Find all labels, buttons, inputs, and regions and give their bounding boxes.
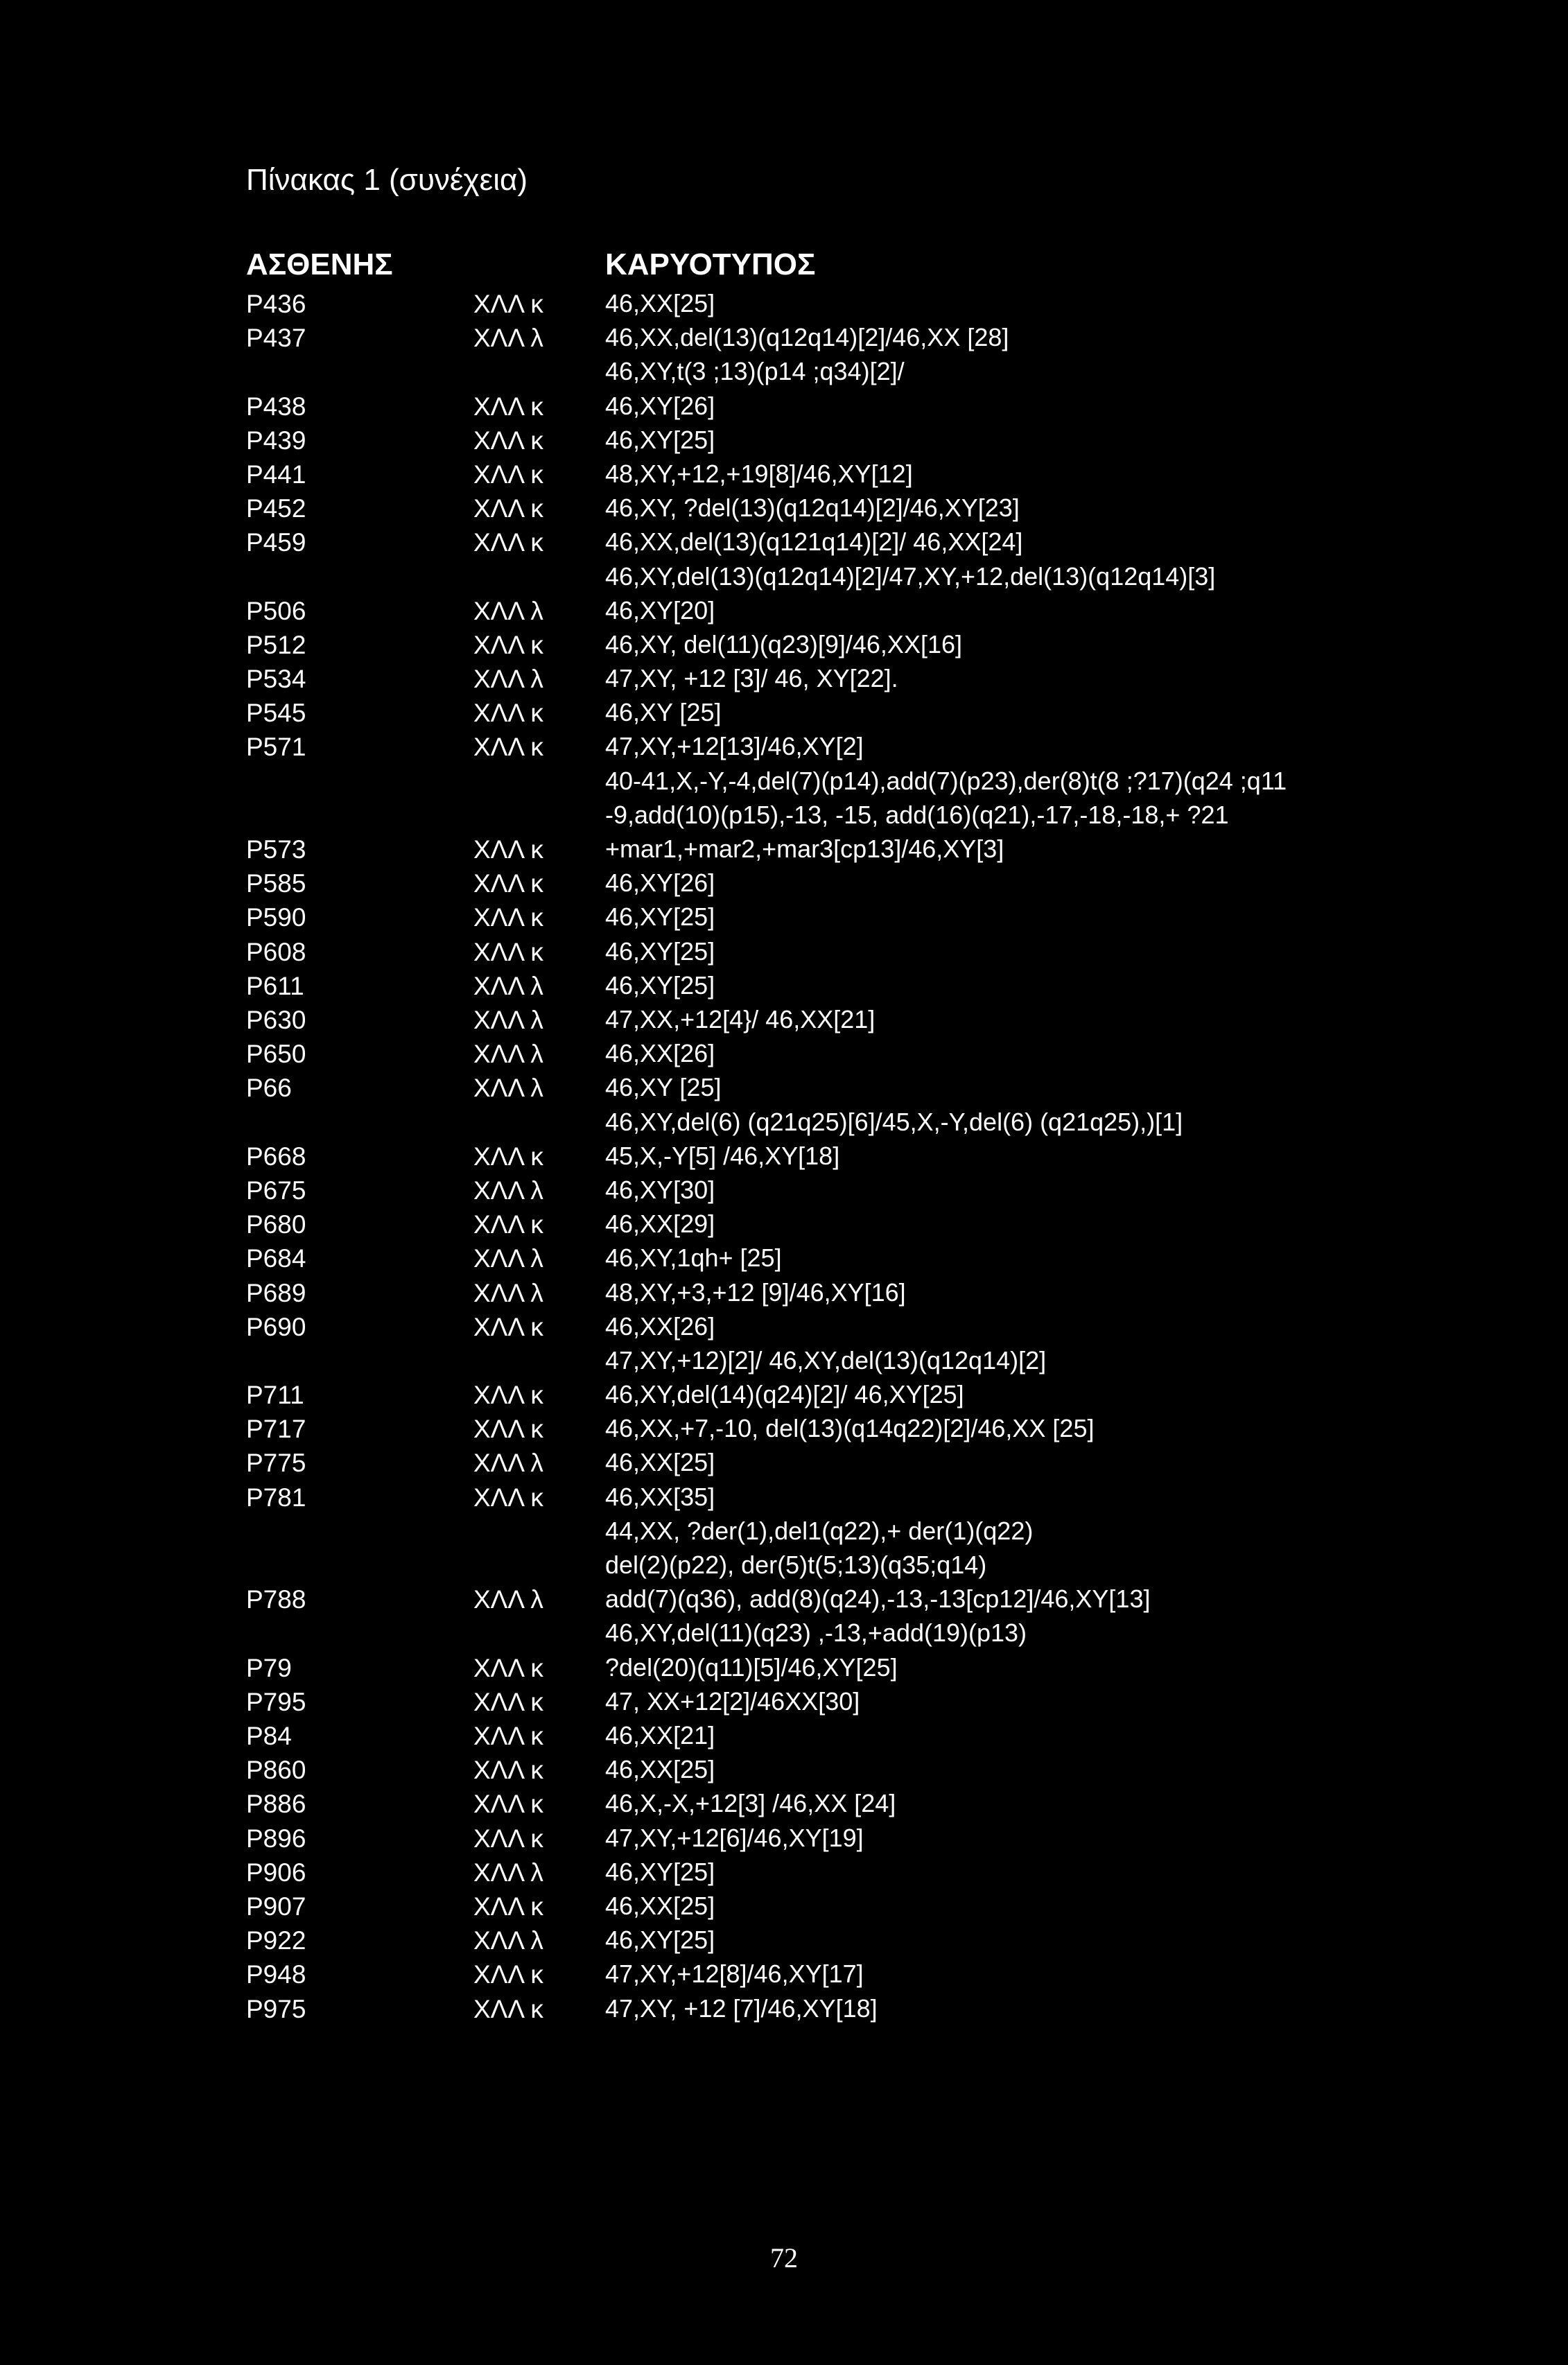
diagnosis-cell: ΧΛΛ λ (473, 1074, 543, 1103)
diagnosis-cell: ΧΛΛ κ (473, 630, 543, 659)
table-row (0, 1723, 1568, 1757)
karyotype-cell: 46,XX[25] (605, 1448, 715, 1477)
patient-id-cell: P690 (246, 1312, 306, 1341)
karyotype-cell: 46,XX[25] (605, 289, 715, 317)
table-row (0, 871, 1568, 905)
diagnosis-cell: ΧΛΛ λ (473, 596, 543, 625)
table-row (0, 1345, 1568, 1416)
karyotype-cell: 46,XY,1qh+ [25] (605, 1243, 782, 1273)
karyotype-cell: 47,XY,+12[13]/46,XY[2] (605, 732, 864, 761)
karyotype-cell: 47,XX,+12[4}/ 46,XX[21] (605, 1005, 876, 1033)
patient-id-cell: P886 (246, 1790, 306, 1819)
table-row (0, 1993, 1568, 2030)
table-row (0, 1928, 1568, 1962)
patient-id-cell: P512 (246, 630, 306, 659)
patient-id-cell: P684 (246, 1244, 306, 1273)
diagnosis-cell: ΧΛΛ κ (473, 1892, 543, 1921)
table-row (0, 1212, 1568, 1246)
karyotype-cell: 46,XY [25] (605, 1073, 722, 1102)
patient-id-cell: P717 (246, 1415, 306, 1444)
karyotype-cell: 46,XY,del(11)(q23) ,-13,+add(19)(p13) (605, 1618, 1027, 1648)
table-row (0, 1175, 1568, 1212)
table-row (0, 734, 1568, 768)
table-row (0, 1891, 1568, 1928)
table-row (0, 1857, 1568, 1894)
table-row (0, 1962, 1568, 1996)
karyotype-cell: 46,XY[25] (605, 902, 715, 932)
diagnosis-cell: ΧΛΛ κ (473, 1756, 543, 1785)
diagnosis-cell: ΧΛΛ κ (473, 733, 543, 762)
patient-id-cell: P608 (246, 937, 306, 966)
patient-id-cell: P975 (246, 1994, 306, 2023)
patient-id-cell: P439 (246, 426, 306, 455)
diagnosis-cell: ΧΛΛ κ (473, 1415, 543, 1444)
patient-id-cell: P441 (246, 460, 306, 489)
diagnosis-cell: ΧΛΛ κ (473, 1687, 543, 1716)
table-row (0, 1686, 1568, 1723)
table-caption: Πίνακας 1 (συνέχεια) (246, 163, 528, 197)
patient-id-cell: P590 (246, 903, 306, 932)
diagnosis-cell: ΧΛΛ κ (473, 835, 543, 864)
diagnosis-cell: ΧΛΛ κ (473, 1483, 543, 1512)
patient-id-cell: P795 (246, 1687, 306, 1716)
patient-id-cell: P585 (246, 869, 306, 898)
table-row (0, 1450, 1568, 1484)
diagnosis-cell: ΧΛΛ κ (473, 1824, 543, 1853)
table-row (0, 666, 1568, 700)
karyotype-cell: 46,XY[20] (605, 595, 715, 625)
table-row (0, 1007, 1568, 1041)
patient-id-cell: P781 (246, 1483, 306, 1512)
table-row (0, 1243, 1568, 1280)
table-row (0, 561, 1568, 632)
karyotype-cell: -9,add(10)(p15),-13, -15, add(16)(q21),-17,-18,-18,+ ?21 (605, 800, 1229, 829)
table-row (0, 459, 1568, 496)
karyotype-cell: 46,XY[26] (605, 869, 715, 898)
karyotype-cell: 46,XX[21] (605, 1721, 715, 1750)
diagnosis-cell: ΧΛΛ κ (473, 937, 543, 966)
patient-id-cell: P452 (246, 494, 306, 523)
diagnosis-cell: ΧΛΛ λ (473, 324, 543, 353)
karyotype-cell: 46,XX[25] (605, 1755, 715, 1784)
table-row (0, 1516, 1568, 1621)
diagnosis-cell: ΧΛΛ κ (473, 290, 543, 318)
table-row (0, 629, 1568, 666)
patient-id-cell: P630 (246, 1006, 306, 1034)
patient-id-cell: P922 (246, 1926, 306, 1955)
patient-id-cell: P860 (246, 1756, 306, 1785)
karyotype-cell: 46,XX[26] (605, 1039, 715, 1068)
karyotype-cell: 46,XY,del(13)(q12q14)[2]/47,XY,+12,del(13)(q12q14)[3] (605, 561, 1216, 591)
diagnosis-cell: ΧΛΛ κ (473, 426, 543, 455)
diagnosis-cell: ΧΛΛ λ (473, 1926, 543, 1955)
diagnosis-cell: ΧΛΛ λ (473, 971, 543, 1000)
table-row (0, 1277, 1568, 1314)
karyotype-cell: 46,XX,del(13)(q12q14)[2]/46,XX [28] (605, 323, 1009, 352)
karyotype-cell: 48,XY,+3,+12 [9]/46,XY[16] (605, 1277, 906, 1307)
patient-id-cell: P438 (246, 392, 306, 421)
karyotype-cell: ?del(20)(q11)[5]/46,XY[25] (605, 1652, 898, 1682)
patient-id-cell: P906 (246, 1858, 306, 1887)
diagnosis-cell: ΧΛΛ λ (473, 1244, 543, 1273)
karyotype-cell: 47,XY,+12[6]/46,XY[19] (605, 1823, 864, 1852)
patient-id-cell: P680 (246, 1210, 306, 1239)
table-row (0, 766, 1568, 871)
karyotype-cell: 46,XX[26] (605, 1311, 715, 1341)
table-row (0, 1075, 1568, 1109)
patient-id-cell: P711 (246, 1381, 304, 1410)
patient-id-cell: P675 (246, 1176, 306, 1205)
karyotype-cell: 47,XY, +12 [7]/46,XY[18] (605, 1993, 878, 2023)
karyotype-cell: 46,XY, ?del(13)(q12q14)[2]/46,XY[23] (605, 494, 1020, 523)
patient-id-cell: P534 (246, 665, 306, 694)
table-row (0, 1416, 1568, 1450)
diagnosis-cell: ΧΛΛ λ (473, 1040, 543, 1069)
karyotype-cell: 46,XY,del(6) (q21q25)[6]/45,X,-Y,del(6) (q21q25),)[1] (605, 1107, 1183, 1136)
diagnosis-cell: ΧΛΛ κ (473, 699, 543, 728)
karyotype-cell: 46,XY[30] (605, 1175, 715, 1204)
table-row (0, 1482, 1568, 1519)
karyotype-cell: 46,XY[26] (605, 391, 715, 420)
table-row (0, 936, 1568, 973)
karyotype-cell: 47,XY, +12 [3]/ 46, XY[22]. (605, 664, 898, 693)
karyotype-cell: 46,XY,del(14)(q24)[2]/ 46,XY[25] (605, 1380, 964, 1409)
patient-id-cell: P506 (246, 596, 306, 625)
table-row (0, 1823, 1568, 1860)
karyotype-cell: 45,X,-Y[5] /46,XY[18] (605, 1141, 840, 1170)
patient-id-cell: P611 (246, 971, 304, 1000)
patient-id-cell: P66 (246, 1074, 292, 1103)
karyotype-cell: 47,XY,+12[8]/46,XY[17] (605, 1960, 864, 1989)
patient-id-cell: P459 (246, 528, 306, 557)
diagnosis-cell: ΧΛΛ κ (473, 1790, 543, 1819)
diagnosis-cell: ΧΛΛ κ (473, 1653, 543, 1682)
karyotype-cell: add(7)(q36), add(8)(q24),-13,-13[cp12]/46,XY[13] (605, 1585, 1151, 1614)
karyotype-cell: 48,XY,+12,+19[8]/46,XY[12] (605, 459, 913, 488)
patient-id-cell: P788 (246, 1585, 306, 1614)
karyotype-cell: 46,XY[25] (605, 936, 715, 966)
karyotype-cell: 46,X,-X,+12[3] /46,XX [24] (605, 1789, 896, 1818)
patient-id-cell: P436 (246, 290, 306, 318)
karyotype-cell: 44,XX, ?der(1),del1(q22),+ der(1)(q22) (605, 1516, 1034, 1545)
table-row (0, 1757, 1568, 1791)
karyotype-cell: 46,XY[25] (605, 1926, 715, 1955)
diagnosis-cell: ΧΛΛ κ (473, 1994, 543, 2023)
table-row (0, 1041, 1568, 1075)
diagnosis-cell: ΧΛΛ κ (473, 869, 543, 898)
table-row (0, 700, 1568, 734)
karyotype-cell: 46,XY [25] (605, 698, 722, 727)
diagnosis-cell: ΧΛΛ κ (473, 1960, 543, 1989)
page-number: 72 (770, 2242, 798, 2274)
table-row (0, 527, 1568, 564)
patient-id-cell: P775 (246, 1449, 306, 1478)
diagnosis-cell: ΧΛΛ λ (473, 1858, 543, 1887)
karyotype-cell: 46,XX[29] (605, 1210, 715, 1239)
karyotype-cell: +mar1,+mar2,+mar3[cp13]/46,XY[3] (605, 835, 1004, 864)
table-row (0, 359, 1568, 427)
karyotype-cell: 46,XY[25] (605, 1857, 715, 1886)
table-row (0, 496, 1568, 530)
karyotype-cell: 46,XY,t(3 ;13)(p14 ;q34)[2]/ (605, 357, 905, 386)
diagnosis-cell: ΧΛΛ κ (473, 1381, 543, 1410)
diagnosis-cell: ΧΛΛ κ (473, 460, 543, 489)
table-row (0, 902, 1568, 939)
table-row (0, 1107, 1568, 1178)
table-row (0, 970, 1568, 1007)
patient-id-cell: P689 (246, 1278, 306, 1307)
karyotype-cell: 46,XY, del(11)(q23)[9]/46,XX[16] (605, 629, 963, 658)
karyotype-cell: 47,XY,+12)[2]/ 46,XY,del(13)(q12q14)[2] (605, 1345, 1047, 1375)
patient-id-cell: P437 (246, 324, 306, 353)
patient-id-cell: P571 (246, 733, 306, 762)
column-header-patient: ΑΣΘΕΝΗΣ (246, 247, 393, 281)
table-row (0, 291, 1568, 325)
table-row (0, 1791, 1568, 1825)
patient-id-cell: P896 (246, 1824, 306, 1853)
column-header-karyotype: ΚΑΡΥΟΤΥΠΟΣ (605, 247, 816, 281)
table-row (0, 325, 1568, 359)
diagnosis-cell: ΧΛΛ λ (473, 1278, 543, 1307)
karyotype-cell: 46,XX[35] (605, 1482, 715, 1511)
diagnosis-cell: ΧΛΛ κ (473, 494, 543, 523)
karyotype-cell: 46,XY[25] (605, 425, 715, 454)
diagnosis-cell: ΧΛΛ λ (473, 665, 543, 694)
patient-id-cell: P573 (246, 835, 306, 864)
table-row (0, 425, 1568, 462)
diagnosis-cell: ΧΛΛ λ (473, 1006, 543, 1034)
karyotype-cell: 46,XX[25] (605, 1891, 715, 1920)
diagnosis-cell: ΧΛΛ κ (473, 1312, 543, 1341)
patient-id-cell: P668 (246, 1142, 306, 1171)
table-row (0, 1618, 1568, 1688)
diagnosis-cell: ΧΛΛ κ (473, 1722, 543, 1751)
karyotype-cell: 46,XY[25] (605, 970, 715, 1000)
patient-id-cell: P948 (246, 1960, 306, 1989)
table-row (0, 1311, 1568, 1348)
karyotype-cell: 40-41,X,-Y,-4,del(7)(p14),add(7)(p23),der(8)t(8 ;?17)(q24 ;q11 (605, 766, 1287, 795)
karyotype-cell: 46,XX,+7,-10, del(13)(q14q22)[2]/46,XX [25] (605, 1414, 1095, 1443)
diagnosis-cell: ΧΛΛ λ (473, 1176, 543, 1205)
patient-id-cell: P907 (246, 1892, 306, 1921)
diagnosis-cell: ΧΛΛ κ (473, 903, 543, 932)
karyotype-cell: 46,XX,del(13)(q121q14)[2]/ 46,XX[24] (605, 527, 1023, 557)
diagnosis-cell: ΧΛΛ λ (473, 1449, 543, 1478)
diagnosis-cell: ΧΛΛ κ (473, 1142, 543, 1171)
diagnosis-cell: ΧΛΛ λ (473, 1585, 543, 1614)
patient-id-cell: P84 (246, 1722, 292, 1751)
patient-id-cell: P650 (246, 1040, 306, 1069)
karyotype-table (0, 291, 1568, 2030)
karyotype-cell: 47, XX+12[2]/46XX[30] (605, 1686, 860, 1716)
diagnosis-cell: ΧΛΛ κ (473, 528, 543, 557)
diagnosis-cell: ΧΛΛ κ (473, 1210, 543, 1239)
patient-id-cell: P545 (246, 699, 306, 728)
karyotype-cell: del(2)(p22), der(5)t(5;13)(q35;q14) (605, 1551, 987, 1580)
patient-id-cell: P79 (246, 1653, 292, 1682)
diagnosis-cell: ΧΛΛ κ (473, 392, 543, 421)
